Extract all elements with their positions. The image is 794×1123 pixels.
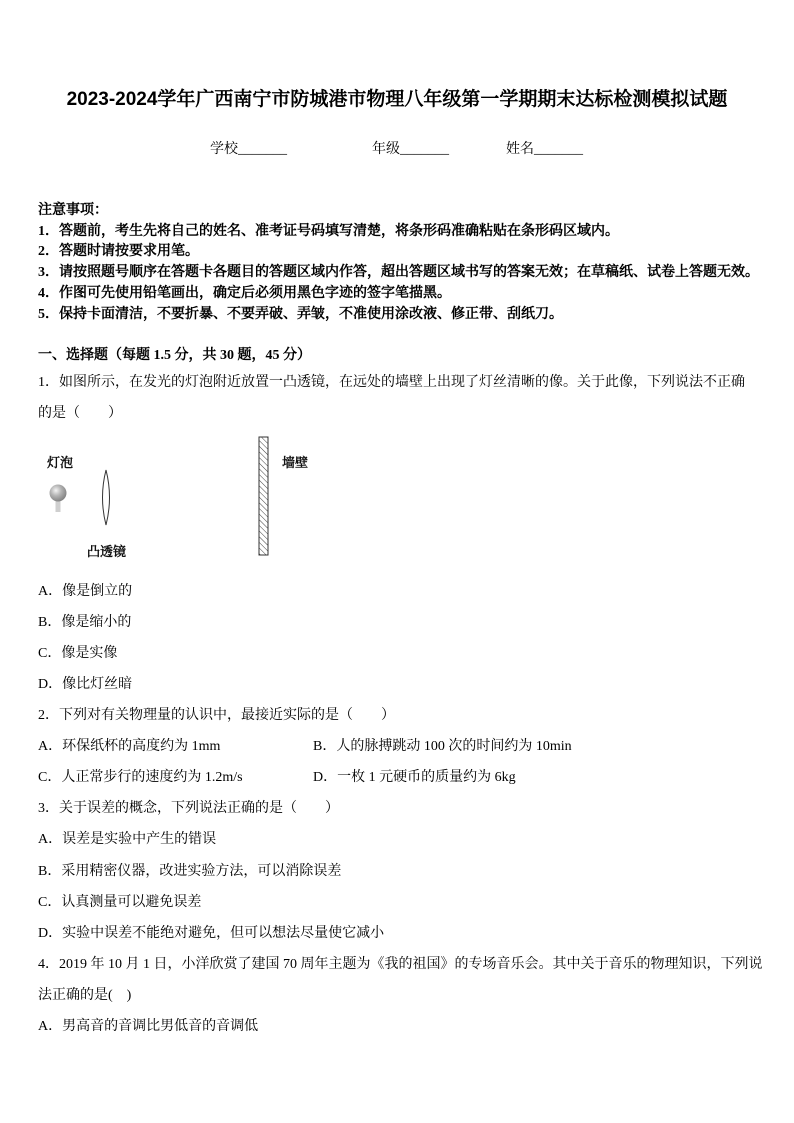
notice-item-3: 3．请按照题号顺序在答题卡各题目的答题区域内作答，超出答题区域书写的答案无效；在草稿纸、试卷上答题无效。: [38, 265, 759, 281]
grade-field: 年级_______: [372, 142, 449, 157]
option-a: A．环保纸杯的高度约为 1mm: [38, 739, 221, 755]
notice-block: [38, 201, 778, 325]
notice-item-5: 5．保持卡面清洁，不要折暴、不要弄破、弄皱，不准使用涂改液、修正带、刮纸刀。: [38, 306, 563, 322]
option-c: C．认真测量可以避免误差: [38, 894, 202, 910]
option-d: D．像比灯丝暗: [38, 676, 133, 692]
question-stem: 3．关于误差的概念，下列说法正确的是（ ）: [38, 801, 339, 817]
option-c: C．人正常步行的速度约为 1.2m/s: [38, 770, 243, 786]
lens-label: 凸透镜: [87, 543, 127, 559]
question-stem: 2．下列对有关物理量的认识中，最接近实际的是（ ）: [38, 708, 395, 724]
option-a: A．男高音的音调比男低音的音调低: [38, 1019, 259, 1034]
question-1: [38, 367, 758, 701]
section-heading: 一、选择题（每题 1.5 分，共 30 题，45 分）: [38, 348, 311, 363]
question-3: [38, 793, 758, 948]
notice-heading: 注意事项：: [38, 203, 108, 218]
notice-item-1: 1．答题前，考生先将自己的姓名、准考证号码填写清楚，将条形码准确粘贴在条形码区域内。: [38, 223, 619, 239]
question-4: [38, 949, 763, 1042]
bulb-label: 灯泡: [47, 454, 74, 470]
wall-label: 墙壁: [282, 454, 309, 470]
bulb-glass: [50, 484, 67, 501]
option-d: D．实验中误差不能绝对避免，但可以想法尽量使它减小: [38, 925, 385, 941]
exam-title: 2023-2024学年广西南宁市防城港市物理八年级第一学期期末达标检测模拟试题: [66, 89, 728, 110]
option-a: A．误差是实验中产生的错误: [38, 832, 217, 848]
option-c: C．像是实像: [38, 645, 118, 661]
lamp-bulb-icon: [50, 484, 67, 512]
option-a: A．像是倒立的: [38, 583, 133, 599]
name-field: 姓名_______: [506, 142, 583, 157]
question-2: [38, 700, 758, 793]
wall: [259, 437, 268, 555]
optics-diagram: [38, 429, 338, 576]
notice-item-4: 4．作图可先使用铅笔画出，确定后必须用黑色字迹的签字笔描黑。: [38, 285, 451, 301]
option-b: B．采用精密仪器，改进实验方法，可以消除误差: [38, 863, 342, 879]
option-b: B．人的脉搏跳动 100 次的时间约为 10min: [313, 739, 572, 755]
question-stem: 4．2019 年 10 月 1 日，小洋欣赏了建国 70 周年主题为《我的祖国》的专场音乐会。其中关于音乐的物理知识，下列说法正确的是( ): [38, 956, 763, 1003]
option-row: [38, 731, 758, 762]
option-d: D．一枚 1 元硬币的质量约为 6kg: [313, 770, 516, 786]
question-list: [38, 367, 763, 1043]
school-field: 学校_______: [210, 142, 287, 157]
notice-item-2: 2．答题时请按要求用笔。: [38, 244, 199, 260]
option-row: [38, 762, 758, 793]
option-b: B．像是缩小的: [38, 614, 132, 630]
bulb-stem: [56, 500, 61, 512]
question-figure: [38, 429, 758, 576]
convex-lens: [103, 470, 110, 525]
question-stem: 1．如图所示，在发光的灯泡附近放置一凸透镜，在远处的墙壁上出现了灯丝清晰的像。关于此像，下列说法不正确的是（ ）: [38, 374, 745, 421]
